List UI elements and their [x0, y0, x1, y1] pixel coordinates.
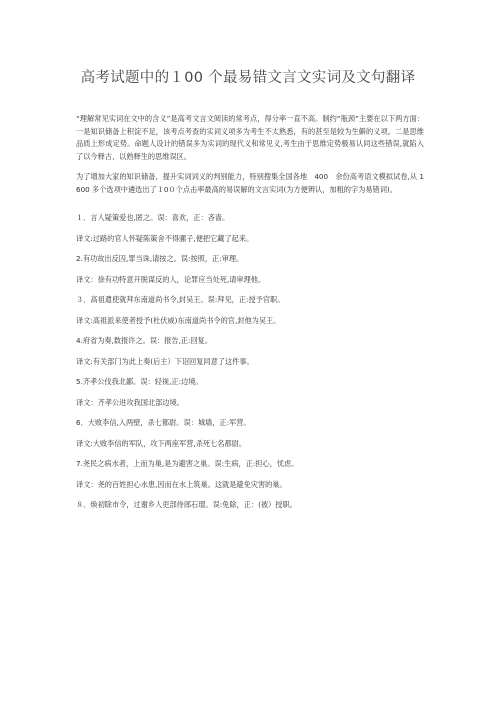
intro-paragraph-2: 为了增加大家的知识储备，提升实词词义的判别能力，特别搜集全国各地 400 余份高考语文模拟试卷,从 1600 多个选项中遴选出了１0０个点击率最高的易误解的文言实词(为方便辨认，加粗的字为易错词)。 [76, 172, 424, 194]
entry-4: 4.府省为奏,数报许之。误：报告,正:回复。 [76, 335, 213, 345]
entry-3-translation: 译文:高祖派来使者授予(杜伏威)东南道尚书令的官,封他为吴王。 [76, 316, 281, 326]
entry-7: 7.尧民之病水者，上而为巢,是为避害之巢。误:生病，正:担心，忧虑。 [76, 458, 299, 468]
intro-paragraph-1: “理解常见实词在文中的含义”是高考文言文阅读的常考点，得分率一直不高。制约“瓶颈”主要在以下两方面：一是知识储备上积淀不足，该考点考查的实词义项多为考生不太熟悉，有的甚至是较为生僻的义项。二是思维品质上形成定势。命题人设计的错误多为实词的现代义和常见义,考生由于思维定势极易认同这些错误,就陷入了以今释古、以熟释生的思维误区。 [76, 114, 424, 161]
page-title: 高考试题中的１00 个最易错文言文实词及文句翻译 [80, 70, 416, 86]
entry-7-translation: 译文：尧的百姓担心水患,因而在水上筑巢。这就是避免灾害的巢。 [76, 480, 287, 490]
entry-6-translation: 译文:大败李信的军队，攻下两座军营,杀死七名都尉。 [76, 439, 247, 449]
entry-5-translation: 译文：齐孝公进攻我国北部边境。 [76, 398, 184, 408]
entry-6: 6．大败李信,入两壁，杀七都尉。误：城墙，正:军营。 [76, 417, 251, 427]
entry-5: 5.齐孝公伐我北鄙。误：轻视,正:边境。 [76, 376, 203, 386]
entry-2-translation: 译文：徐有功特意开脱谋反的人，论罪应当处死,请审理他。 [76, 275, 266, 285]
entry-3: ３．高祖遣使就拜东南道尚书令,封吴王。误:拜见，正:授予官职。 [76, 294, 285, 304]
entry-4-translation: 译文:有关部门为此上奏(后主）下诏回复同意了这件事。 [76, 357, 254, 367]
document-body [76, 113, 424, 510]
entry-2: 2.有功故出反囚,罪当诛,请按之。误:按照，正:审理。 [76, 253, 244, 263]
entry-1: １．言人疑策爱也,匿之。误：喜欢，正：吝啬。 [76, 212, 230, 222]
entry-8: ８．焕初除市令，过谢乡人吏部侍郎石璟。误:免除，正：(被）授职。 [76, 499, 297, 509]
entry-1-translation: 译文:过路的官人怀疑陈策舍不得骡子,便把它藏了起来。 [76, 234, 254, 244]
